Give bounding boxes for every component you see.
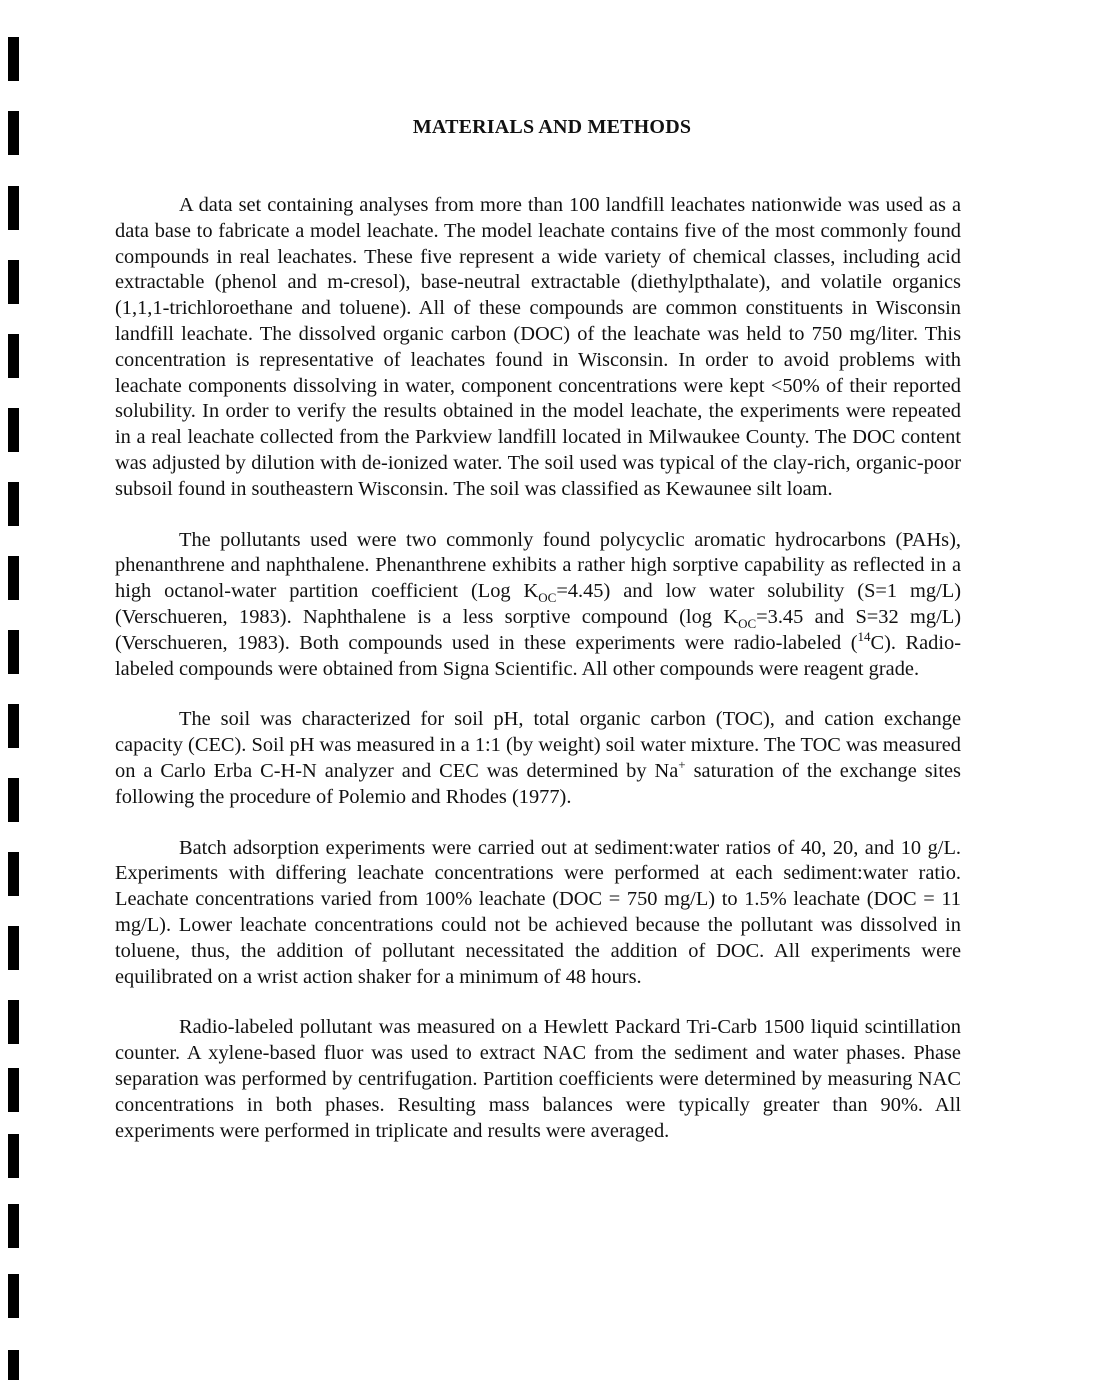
text-run: The soil was characterized for soil pH, total organic carbon (TOC), and cation exchange capacity (CEC). Soil pH was measured in a 1:1 (by weight) soil water mixture. The TOC was measured on a Carlo Erba C-H-N analyzer and CEC was determined by Na bbox=[115, 708, 961, 782]
paragraph-pollutants bbox=[115, 528, 961, 683]
binding-mark bbox=[8, 1274, 19, 1318]
binding-mark bbox=[8, 1134, 19, 1178]
paragraph-batch-adsorption bbox=[115, 836, 961, 991]
superscript-text: + bbox=[678, 757, 686, 773]
binding-mark bbox=[8, 186, 19, 230]
text-run: =4.45) and low water solubility (S=1 mg/L) (Verschueren, 1983). Naphthalene is a less sorptive compound (log K bbox=[115, 580, 962, 628]
text-run: saturation of the exchange sites following the procedure of Polemio and Rhodes (1977). bbox=[115, 759, 961, 808]
binding-mark bbox=[8, 1068, 19, 1112]
page-title: MATERIALS AND METHODS bbox=[412, 116, 692, 138]
binding-mark bbox=[8, 778, 19, 822]
binding-mark bbox=[8, 334, 19, 378]
paragraph-radio-labeled-measurement bbox=[115, 1015, 961, 1144]
binding-mark bbox=[8, 1350, 19, 1380]
binding-mark bbox=[8, 1000, 19, 1044]
binding-mark bbox=[8, 1204, 19, 1248]
text-run: Radio-labeled pollutant was measured on a Hewlett Packard Tri-Carb 1500 liquid scintillation counter. A xylene-based fluor was used to extract NAC from the sediment and water phases. Phase separation was performed by centrifugation. Partition coefficients were determined by measuring NAC concentrations in both phases. Resulting mass balances were typically greater than 90%. All experiments were performed in triplicate and results were averaged. bbox=[115, 1016, 961, 1142]
superscript-text: 14 bbox=[857, 628, 871, 644]
binding-mark bbox=[8, 482, 19, 526]
binding-mark bbox=[8, 37, 19, 81]
text-run: The pollutants used were two commonly found polycyclic aromatic hydrocarbons (PAHs), phenanthrene and naphthalene. Phenanthrene exhibits a rather high sorptive capability as reflected in a high octanol-water partition coefficient (Log K bbox=[115, 528, 961, 603]
subscript-text: OC bbox=[538, 590, 557, 606]
paragraph-model-leachate bbox=[115, 193, 961, 503]
binding-mark bbox=[8, 630, 19, 674]
document-body bbox=[115, 193, 961, 1169]
paragraph-soil-characterization bbox=[115, 707, 961, 810]
subscript-text: OC bbox=[738, 616, 757, 632]
binding-mark bbox=[8, 704, 19, 748]
text-run: Batch adsorption experiments were carried out at sediment:water ratios of 40, 20, and 10 g/L. Experiments with differing leachate concentrations were performed at each sediment:water ratio. Leachate concentrations varied from 100% leachate (DOC = 750 mg/L) to 1.5% leachate (DOC = 11 mg/L). Lower leachate concentrations could not be achieved because the pollutant was dissolved in toluene, thus, the addition of pollutant necessitated the addition of DOC. All experiments were equilibrated on a wrist action shaker for a minimum of 48 hours. bbox=[115, 836, 961, 988]
text-run: =3.45 and S=32 mg/L) (Verschueren, 1983). Both compounds used in these experiments were radio-labeled ( bbox=[115, 605, 962, 654]
text-run: C). Radio-labeled compounds were obtained from Signa Scientific. All other compounds were reagent grade. bbox=[115, 631, 961, 680]
binding-mark bbox=[8, 556, 19, 600]
binding-mark bbox=[8, 260, 19, 304]
binding-mark bbox=[8, 408, 19, 452]
binding-mark bbox=[8, 852, 19, 896]
binding-mark bbox=[8, 926, 19, 970]
text-run: A data set containing analyses from more than 100 landfill leachates nationwide was used as a data base to fabricate a model leachate. The model leachate contains five of the most commonly found compounds in real leachates. These five represent a wide variety of chemical classes, including acid extractable (phenol and m-cresol), base-neutral extractable (diethylpthalate), and volatile organics (1,1,1-trichloroethane and toluene). All of these compounds are common constituents in Wisconsin landfill leachate. The dissolved organic carbon (DOC) of the leachate was held to 750 mg/liter. This concentration is representative of leachates found in Wisconsin. In order to avoid problems with leachate components dissolving in water, component concentrations were kept <50% of their reported solubility. In order to verify the results obtained in the model leachate, the experiments were repeated in a real leachate collected from the Parkview landfill located in Milwaukee County. The DOC content was adjusted by dilution with de-ionized water. The soil used was typical of the clay-rich, organic-poor subsoil found in southeastern Wisconsin. The soil was classified as Kewaunee silt loam. bbox=[115, 194, 961, 500]
